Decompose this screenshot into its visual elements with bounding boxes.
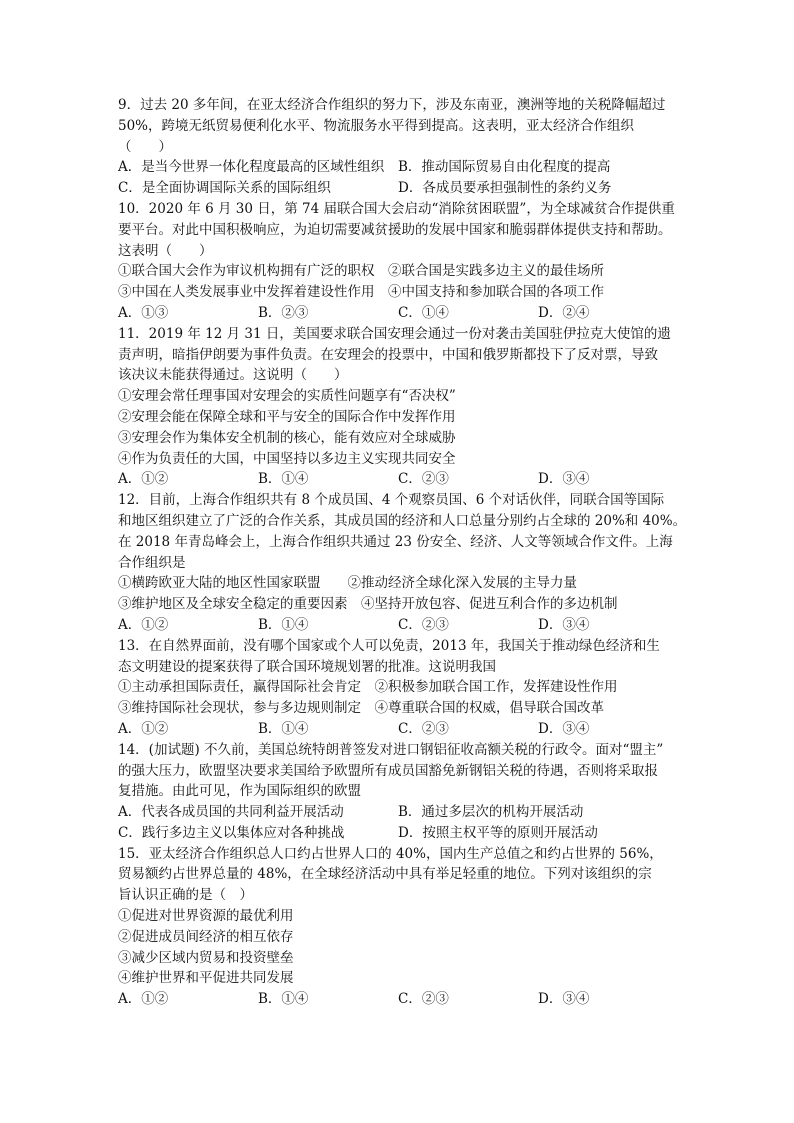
question-10 [118,199,678,324]
question-stem-line: 9．过去 20 多年间，在亚太经济合作组织的努力下，涉及东南亚，澳洲等地的关税降幅超过 [118,97,666,113]
option-c: C．是全面协调国际关系的国际组织 [118,180,331,197]
option-a: A．是当今世界一体化程度最高的区域性组织 [118,159,385,176]
question-9 [118,95,678,199]
option-row [118,615,678,636]
question-stem-line: 15．亚太经济合作组织总人口约占世界人口的 40%，国内生产总值之和约占世界的 56%， [118,845,663,862]
option-b: B．推动国际贸易自由化程度的提高 [398,159,611,176]
question-stem-line: 要平台。对此中国积极响应，为迫切需要减贫援助的发展中国家和脆弱群体提供支持和帮助。 [118,221,672,238]
statement-item: ①安理会常任理事国对安理会的实质性问题享有“否决权” [118,388,456,405]
option-a: A．①② [118,471,169,488]
option-d: D．②④ [538,304,590,321]
question-11 [118,324,678,490]
statement-item: ④维护世界和平促进共同发展 [118,970,294,987]
question-stem-line: 复措施。由此可见，作为国际组织的欧盟 [118,783,361,800]
statement-item: ③维持国际社会现状，参与多边规则制定 ④尊重联合国的权威，倡导联合国改革 [118,700,604,717]
option-d: D．按照主权平等的原则开展活动 [398,824,598,841]
question-13 [118,636,678,740]
option-row [118,178,678,199]
statement-item: ④作为负责任的大国，中国坚持以多边主义实现共同安全 [118,450,456,467]
question-stem-line: 在 2018 年青岛峰会上，上海合作组织共通过 23 份安全、经济、人文等领域合作文件。上海 [118,533,673,550]
option-c: C．践行多边主义以集体应对各种挑战 [118,824,345,841]
statement-item: ①联合国大会作为审议机构拥有广泛的职权 ②联合国是实践多边主义的最佳场所 [118,263,604,280]
option-d: D．③④ [538,720,590,737]
option-b: B．①④ [258,991,309,1008]
question-15 [118,844,678,1010]
question-stem-line: 贸易额约占世界总量的 48%，在全球经济活动中具有举足轻重的地位。下列对该组织的宗 [118,866,652,883]
option-c: C．②③ [398,991,449,1008]
option-row [118,303,678,324]
question-stem-line: 50%，跨境无纸贸易便利化水平、物流服务水平得到提高。这表明，亚太经济合作组织 [118,117,635,134]
option-d: D．③④ [538,991,590,1008]
question-stem-line: 11．2019 年 12 月 31 日，美国要求联合国安理会通过一份对袭击美国驻伊拉克大使馆的遗 [118,325,671,342]
option-a: A．代表各成员国的共同利益开展活动 [118,804,344,821]
question-stem-line: 合作组织是 [118,554,186,571]
option-row [118,989,678,1010]
question-stem-line: 和地区组织建立了广泛的合作关系，其成员国的经济和人口总量分别约占全球的 20%和 40%。 [118,512,687,529]
statement-item: ②安理会能在保障全球和平与安全的国际合作中发挥作用 [118,408,456,425]
question-stem-line: 这表明（ ） [118,242,213,259]
option-b: B．通过多层次的机构开展活动 [398,804,584,821]
statement-item: ③维护地区及全球安全稳定的重要因素 ④坚持开放包容、促进互利合作的多边机制 [118,596,618,613]
option-b: B．②③ [258,304,309,321]
option-c: C．②③ [398,616,449,633]
statement-item: ③安理会作为集体安全机制的核心，能有效应对全球威胁 [118,429,456,446]
statement-item: ③减少区域内贸易和投资壁垒 [118,949,294,966]
question-stem-line: 态文明建设的提案获得了联合国环境规划署的批准。这说明我国 [118,658,496,675]
exam-page [118,95,687,1010]
option-a: A．①② [118,720,169,737]
question-stem-line: 12．目前，上海合作组织共有 8 个成员国、4 个观察员国、6 个对话伙伴，同联合国等国际 [118,492,665,509]
question-stem-line: 10．2020 年 6 月 30 日，第 74 届联合国大会启动“消除贫困联盟”，为全球减贫合作提供重 [118,200,675,217]
option-row [118,802,678,823]
option-d: D．③④ [538,471,590,488]
option-c: C．①④ [398,304,449,321]
option-row [118,823,678,844]
question-stem-line: （ ） [118,138,172,155]
statement-item: ①主动承担国际责任，赢得国际社会肯定 ②积极参加联合国工作，发挥建设性作用 [118,679,618,696]
option-a: A．①③ [118,304,169,321]
question-stem-line: 的强大压力，欧盟坚决要求美国给予欧盟所有成员国豁免新钢铝关税的待遇，否则将采取报 [118,762,658,779]
statement-item: ①横跨欧亚大陆的地区性国家联盟 ②推动经济全球化深入发展的主导力量 [118,575,577,592]
option-row [118,157,678,178]
question-stem-line: 13．在自然界面前，没有哪个国家或个人可以免责，2013 年，我国关于推动绿色经济和生 [118,637,660,654]
option-a: A．①② [118,991,169,1008]
question-14 [118,740,678,844]
question-12 [118,490,687,636]
option-b: B．①④ [258,471,309,488]
option-d: D．各成员要承担强制性的条约义务 [398,180,612,197]
option-c: C．②③ [398,471,449,488]
question-stem-line: 旨认识正确的是（ ） [118,887,253,904]
question-stem-line: 该决议未能获得通过。这说明（ ） [118,367,348,384]
statement-item: ②促进成员间经济的相互依存 [118,928,294,945]
statement-item: ③中国在人类发展事业中发挥着建设性作用 ④中国支持和参加联合国的各项工作 [118,284,604,301]
option-b: B．①④ [258,616,309,633]
option-row [118,719,678,740]
option-c: C．②③ [398,720,449,737]
question-stem-line: 14．(加试题) 不久前，美国总统特朗普签发对进口钢铝征收高额关税的行政令。面对“盟主” [118,741,664,758]
question-stem-line: 责声明，暗指伊朗要为事件负责。在安理会的投票中，中国和俄罗斯都投下了反对票，导致 [118,346,658,363]
option-d: D．③④ [538,616,590,633]
option-row [118,469,678,490]
statement-item: ①促进对世界资源的最优利用 [118,908,294,925]
option-b: B．①④ [258,720,309,737]
option-a: A．①② [118,616,169,633]
